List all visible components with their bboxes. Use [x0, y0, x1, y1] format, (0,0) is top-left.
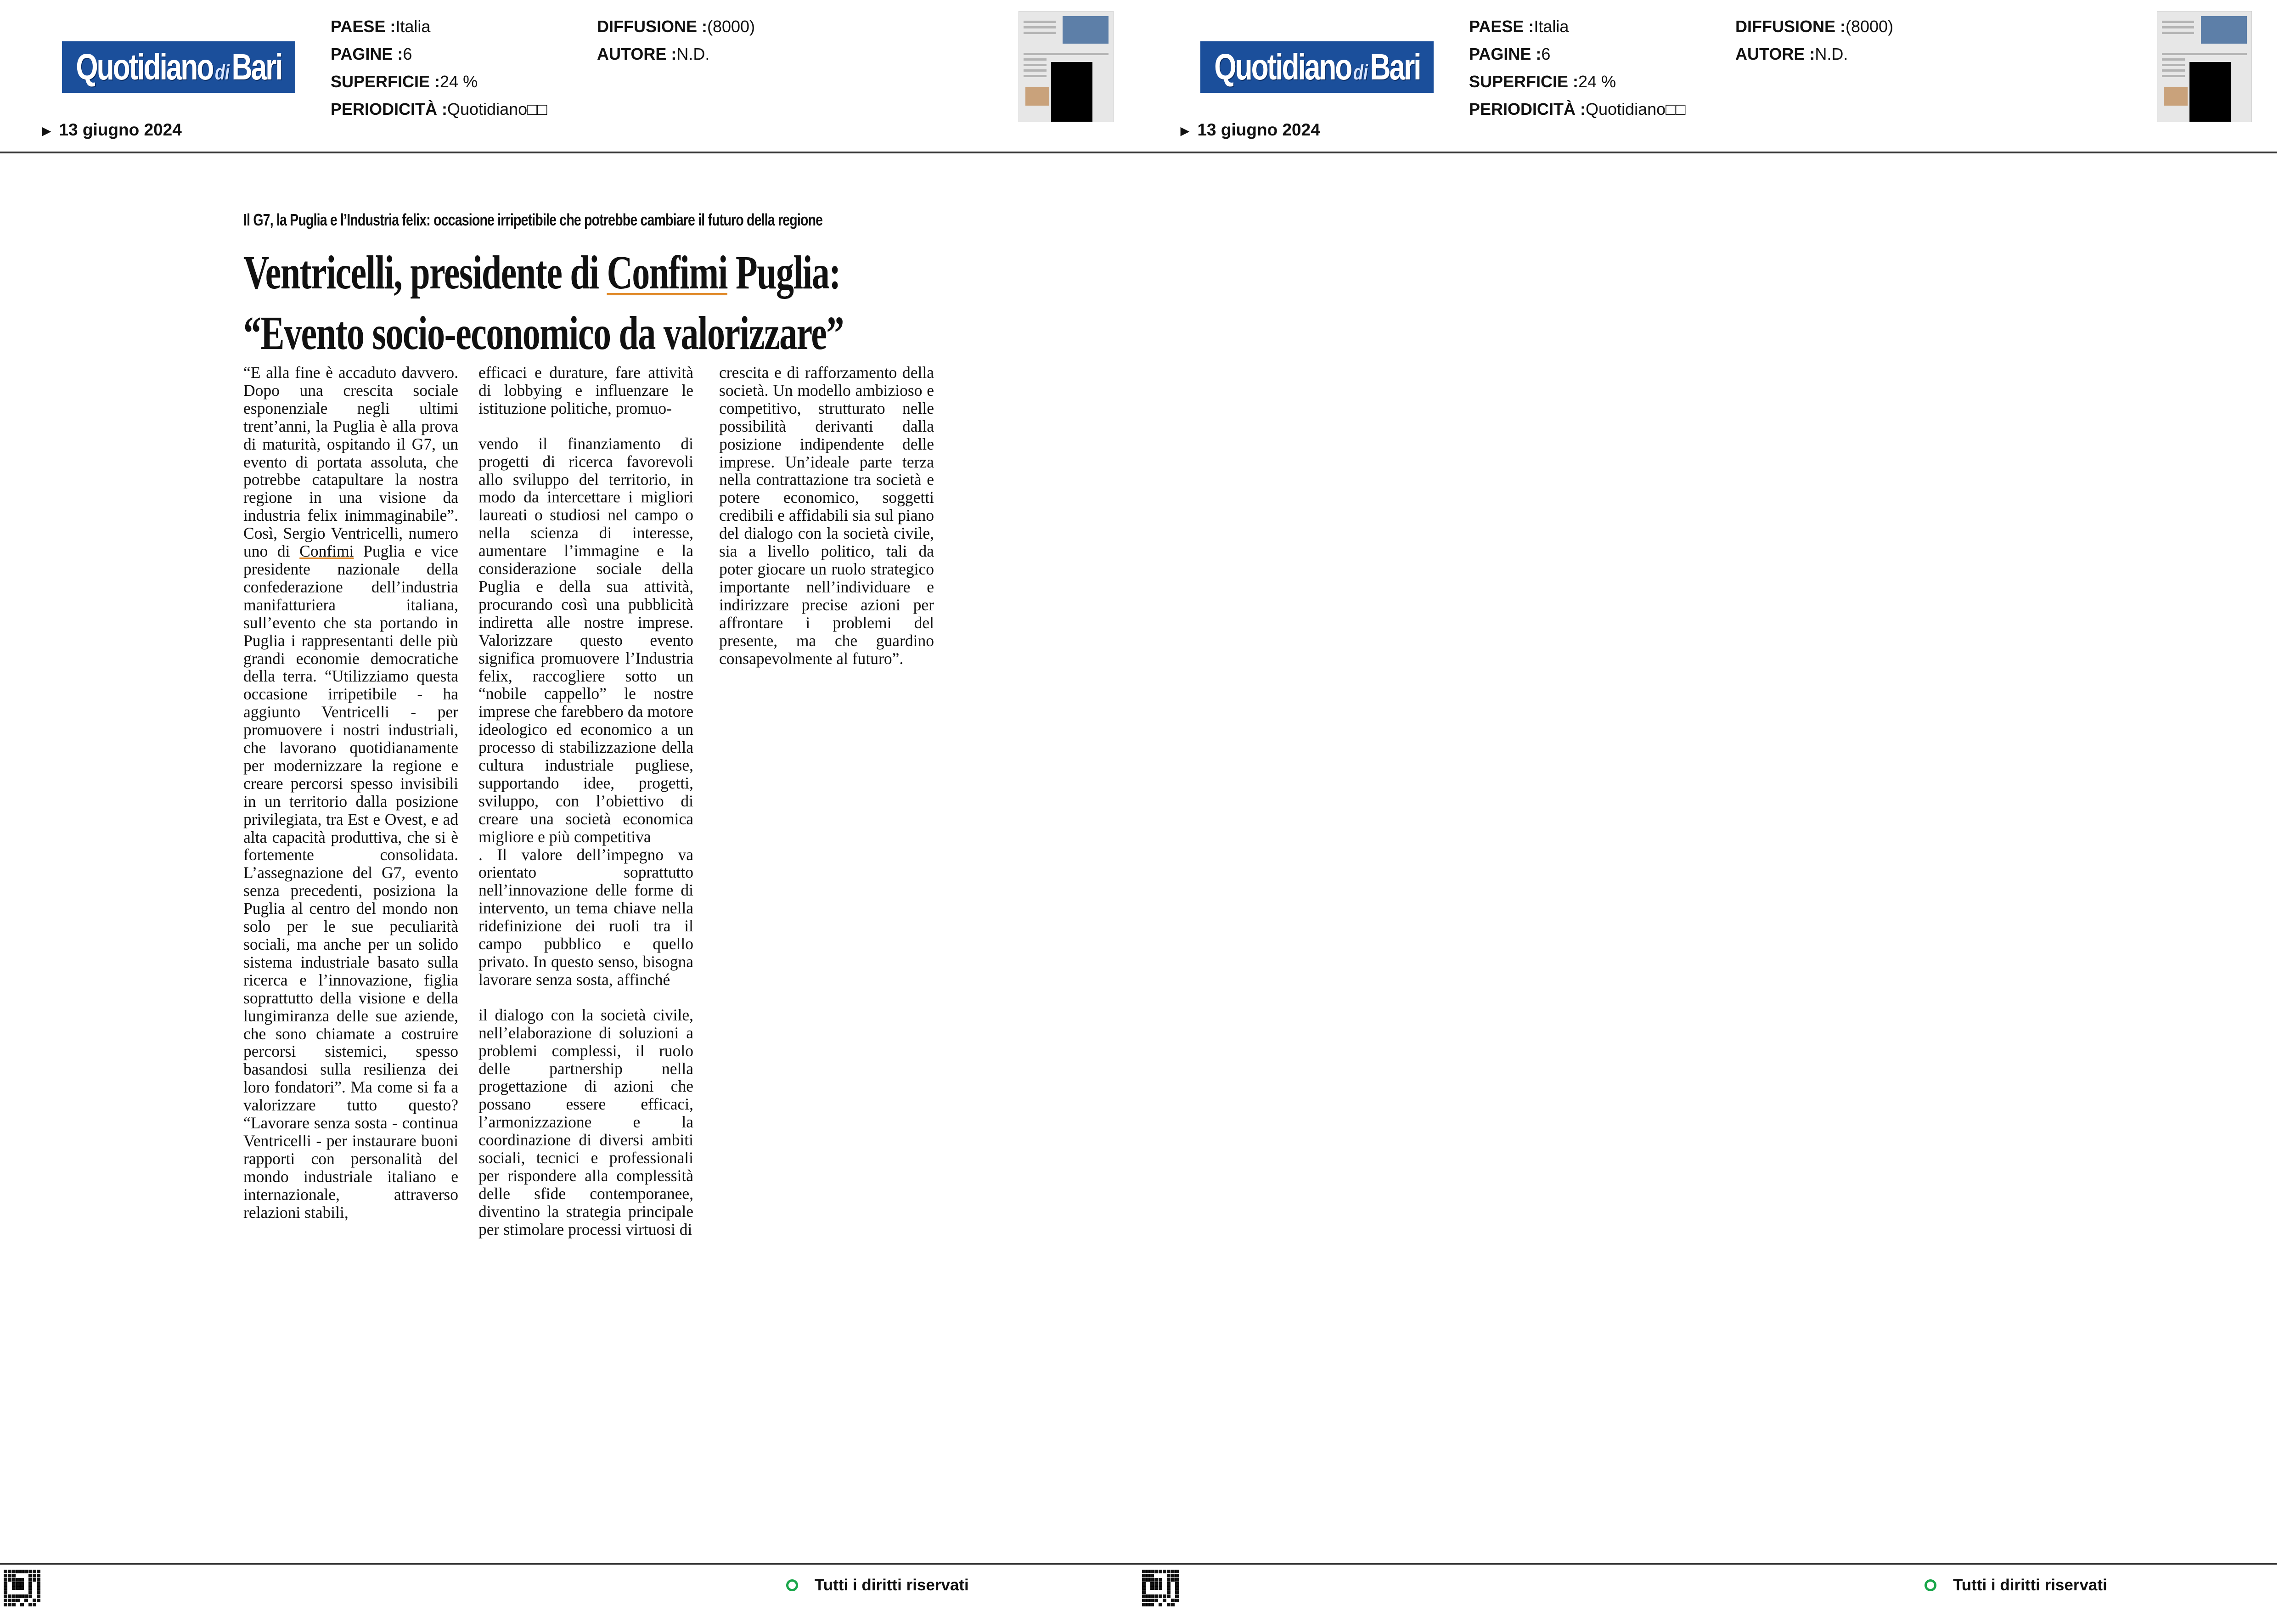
- publication-date: ▶ 13 giugno 2024: [42, 120, 182, 139]
- thumbnail-photo: [2164, 87, 2188, 106]
- logo-word-bari: Bari: [231, 46, 282, 87]
- headline-line-2: “Evento socio-economico da valorizzare”: [243, 307, 844, 360]
- meta-diffusione: DIFFUSIONE :(8000): [1735, 17, 1894, 36]
- meta-periodicita: PERIODICITÀ :Quotidiano□□: [1469, 100, 1686, 118]
- header-rule: [1138, 152, 2277, 153]
- headline-line-1: Ventricelli, presidente di Confimi Puglia:: [243, 246, 840, 299]
- article-column-1: [243, 363, 458, 1222]
- thumbnail-photo: [1025, 87, 1049, 106]
- meta-column-left: [1469, 13, 1686, 123]
- article-headline: [243, 242, 932, 364]
- footer-rule: [0, 1563, 1138, 1565]
- circle-icon: [1925, 1579, 1936, 1591]
- meta-autore: AUTORE :N.D.: [1735, 45, 1848, 63]
- meta-paese: PAESE :Italia: [331, 17, 431, 36]
- logo-word-di: di: [214, 60, 230, 84]
- meta-periodicita: PERIODICITÀ :Quotidiano□□: [331, 100, 547, 118]
- thumbnail-image: [1063, 16, 1109, 44]
- logo-word-di: di: [1353, 60, 1368, 84]
- thumbnail-redaction: [2189, 62, 2231, 122]
- logo-word-quotidiano: Quotidiano: [75, 46, 213, 87]
- logo-text: [1214, 46, 1420, 88]
- column-2-paragraph-1: efficaci e durature, fare attività di lobbying e influenzare le istituzione politiche, promuo-: [478, 363, 693, 417]
- page-thumbnail[interactable]: [2157, 11, 2252, 122]
- column-3-paragraph: crescita e di rafforzamento della società. Un modello ambizioso e competitivo, strutturato nelle possibilità derivanti dalla posizione indipendente delle imprese. Un’ideale parte terza nella contrattazione tra società e potere economico, soggetti credibili e affidabili sia sul piano del dialogo con la società civile, sia a livello politico, tali da poter giocare un ruolo strategico importante nell’individuare e indirizzare precise azioni per affrontare i problemi del presente, ma che guardino consapevolmente al futuro”.: [719, 363, 934, 668]
- footer-rule: [1138, 1563, 2277, 1565]
- column-2-paragraph-4: il dialogo con la società civile, nell’elaborazione di soluzioni a problemi complessi, il ruolo delle partnership nella progettazione di azioni che possano essere efficaci, l’armonizzazione e la coordinazione di diversi ambiti sociali, tecnici e professionali per rispondere alla complessità delle sfide contemporanee, diventino la strategia principale per stimolare processi virtuosi di: [478, 1005, 693, 1239]
- logo-word-bari: Bari: [1370, 46, 1420, 87]
- meta-superficie: SUPERFICIE :24 %: [331, 72, 478, 91]
- publication-date: ▶ 13 giugno 2024: [1181, 120, 1320, 139]
- logo-text: [76, 46, 281, 88]
- logo-word-quotidiano: Quotidiano: [1214, 46, 1351, 87]
- meta-paese: PAESE :Italia: [1469, 17, 1569, 36]
- meta-column-right: [597, 13, 755, 68]
- meta-diffusione: DIFFUSIONE :(8000): [597, 17, 755, 36]
- meta-pagine: PAGINE :6: [331, 45, 412, 63]
- right-page: [1138, 0, 2277, 1611]
- thumbnail-redaction: [1051, 62, 1092, 122]
- meta-superficie: SUPERFICIE :24 %: [1469, 72, 1616, 91]
- circle-icon: [786, 1579, 798, 1591]
- qr-code-icon: [1142, 1570, 1179, 1606]
- meta-column-left: [331, 13, 547, 123]
- article-column-3: [719, 364, 934, 685]
- meta-column-right: [1735, 13, 1893, 68]
- qr-code-icon: [4, 1570, 40, 1606]
- meta-pagine: PAGINE :6: [1469, 45, 1551, 63]
- triangle-right-icon: ▶: [42, 124, 51, 137]
- newspaper-logo: [1200, 41, 1434, 93]
- column-1-paragraph: “E alla fine è accaduto davvero. Dopo una crescita sociale esponenziale negli ultimi trent’anni, la Puglia è alla prova di maturità, ospitando il G7, un evento di portata assoluta, che potrebbe catapultare la nostra regione in una visione da industria felix inimmaginabile”. Così, Sergio Ventricelli, numero uno di Confimi Puglia e vice presidente nazionale della confederazione dell’industria manifatturiera italiana, sull’evento che sta portando in Puglia i rappresentanti delle più grandi economie democratiche della terra. “Utilizziamo questa occasione irripetibile - ha aggiunto Ventricelli - per promuovere i nostri industriali, che lavorano quotidianamente per modernizzare la regione e creare percorsi spesso invisibili in un territorio dalla posizione privilegiata, tra Est e Ovest, e ad alta capacità produttiva, che si è fortemente consolidata. L’assegnazione del G7, evento senza precedenti, posiziona la Puglia al centro del mondo non solo per le sue peculiarità sociali, ma anche per un solido sistema industriale basato sulla ricerca e l’innovazione, figlia soprattutto della visione e della lungimiranza delle sue aziende, che sono chiamate a costruire percorsi sistemici, spesso basandosi sulla resilienza dei loro fondatori”. Ma come si fa a valorizzare tutto questo? “Lavorare senza sosta - continua Ventricelli - per instaurare buoni rapporti con personalità del mondo industriale italiano e internazionale, attraverso relazioni stabili,: [243, 363, 458, 1222]
- newspaper-logo: [62, 41, 295, 93]
- footer-rights: Tutti i diritti riservati: [786, 1576, 969, 1594]
- triangle-right-icon: ▶: [1181, 124, 1189, 137]
- left-page: [0, 0, 1138, 1611]
- column-2-paragraph-2: vendo il finanziamento di progetti di ricerca favorevoli allo sviluppo del territorio, in modo da intercettare i migliori laureati o studiosi nel campo o nella scienza di interesse, aumentare l’immagine e la considerazione sociale della Puglia e della sua attività, procurando così una pubblicità indiretta alle nostre imprese. Valorizzare questo evento significa promuovere l’Industria felix, raccogliere sotto un “nobile cappello” le nostre imprese che farebbero da motore ideologico ed economico a un processo di stabilizzazione della cultura industriale pugliese, supportando idee, progetti, sviluppo, con l’obiettivo di creare una società economica migliore e più competitiva: [478, 434, 693, 846]
- page-thumbnail[interactable]: [1019, 11, 1114, 122]
- article-column-2: [478, 363, 693, 1239]
- article-kicker: Il G7, la Puglia e l’Industria felix: occasione irripetibile che potrebbe cambiare il futuro della regione: [243, 210, 823, 229]
- meta-autore: AUTORE :N.D.: [597, 45, 710, 63]
- header-rule: [0, 152, 1138, 153]
- column-2-paragraph-3: . Il valore dell’impegno va orientato soprattutto nell’innovazione delle forme di intervento, un tema chiave nella ridefinizione dei ruoli tra il campo pubblico e quello privato. In questo senso, bisogna lavorare senza sosta, affinché: [478, 845, 693, 989]
- footer-rights: Tutti i diritti riservati: [1925, 1576, 2107, 1594]
- thumbnail-image: [2201, 16, 2247, 44]
